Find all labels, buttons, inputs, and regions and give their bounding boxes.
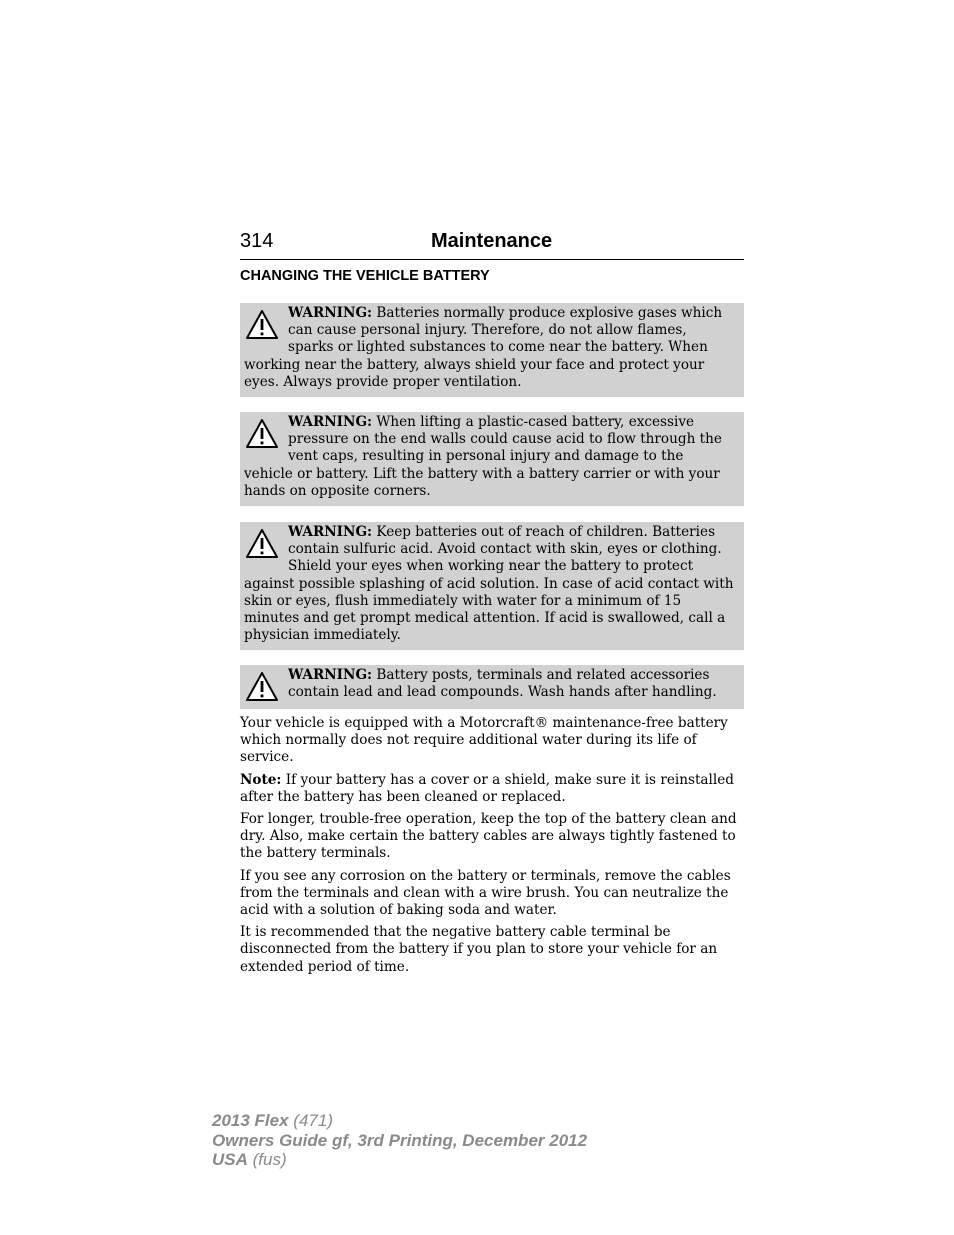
warning-triangle-icon [245,670,279,704]
warning-box [240,303,744,397]
page-header [240,228,744,260]
warning-box [240,522,744,650]
footer-model-code: (471) [293,1111,333,1130]
footer-model-line [212,1111,587,1131]
note-paragraph [240,772,744,806]
page-footer [212,1111,587,1170]
warning-box [240,412,744,506]
topic-heading: CHANGING THE VEHICLE BATTERY [240,268,490,284]
footer-model: 2013 Flex [212,1111,289,1130]
note-label: Note: [240,771,282,788]
warning-box [240,665,744,709]
warning-text: Battery posts, terminals and related accessories contain lead and lead compounds. Wash hands after handling. [288,667,717,701]
section-title: Maintenance [431,230,553,252]
footer-guide: Owners Guide gf, 3rd Printing, December 2012 [212,1130,588,1150]
paragraph: For longer, trouble-free operation, keep the top of the battery clean and dry. Also, make certain the battery cables are always tightly fastened to the battery terminals. [240,811,737,862]
warning-text: Batteries normally produce explosive gases which can cause personal injury. Therefore, do not allow flames, sparks or lighted substances to come near the battery. When working near the battery, always shield your face and protect your eyes. Always provide proper ventilation. [244,305,723,390]
footer-region-code: (fus) [252,1150,287,1169]
body-text [240,715,744,981]
footer-guide-line [212,1131,587,1151]
warning-triangle-icon [245,417,279,451]
page-number: 314 [240,230,274,252]
warning-label: WARNING: [288,524,373,540]
paragraph: Your vehicle is equipped with a Motorcraft® maintenance-free battery which normally does not require additional water during its life of service. [240,715,728,766]
warning-text: Keep batteries out of reach of children. Batteries contain sulfuric acid. Avoid contact with skin, eyes or clothing. Shield your eyes when working near the battery to protect against possible splashing of acid solution. In case of acid contact with skin or eyes, flush immediately with water for a minimum of 15 minutes and get prompt medical attention. If acid is swallowed, call a physician immediately. [244,524,734,644]
paragraph: It is recommended that the negative battery cable terminal be disconnected from the battery if you plan to store your vehicle for an extended period of time. [240,924,718,975]
warning-label: WARNING: [288,305,373,321]
warning-triangle-icon [245,308,279,342]
footer-region: USA [212,1150,248,1169]
warning-label: WARNING: [288,667,373,683]
footer-region-line [212,1150,587,1170]
note-text: If your battery has a cover or a shield, make sure it is reinstalled after the battery has been cleaned or replaced. [240,771,734,805]
paragraph: If you see any corrosion on the battery or terminals, remove the cables from the terminals and clean with a wire brush. You can neutralize the acid with a solution of baking soda and water. [240,867,731,919]
warning-triangle-icon [245,527,279,561]
warning-text: When lifting a plastic-cased battery, excessive pressure on the end walls could cause acid to flow through the vent caps, resulting in personal injury and damage to the vehicle or battery. Lift the battery with a battery carrier or with your hands on opposite corners. [244,414,722,499]
warning-label: WARNING: [288,414,373,430]
